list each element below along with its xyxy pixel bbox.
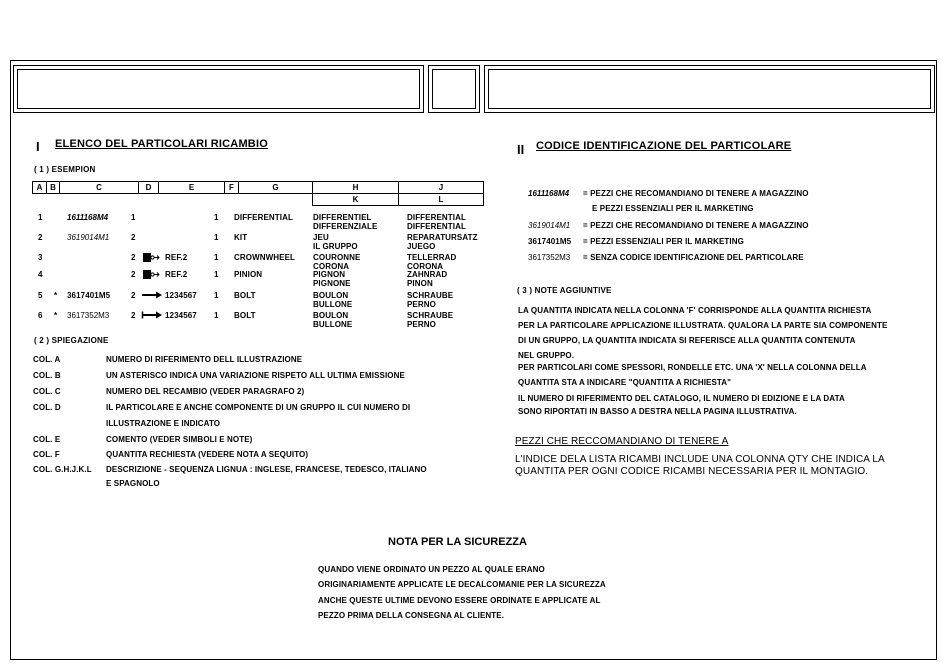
row1-k1: DIFFERENTIEL — [313, 213, 372, 222]
expl-col-d-text1: IL PARTICOLARE E ANCHE COMPONENTE DI UN GRUPPO IL CUI NUMERO DI — [106, 403, 411, 412]
expl-col-d: COL. D — [33, 403, 61, 412]
row6-l1: SCHRAUBE — [407, 311, 454, 320]
col-k-header: K — [313, 194, 399, 206]
code1: 1611168M4 — [528, 189, 570, 198]
row1-k2: DIFFERENZIALE — [313, 222, 378, 231]
col-l-header: L — [399, 194, 484, 206]
row4-k1: PIGNON — [313, 270, 346, 279]
row3-g: CROWNWHEEL — [234, 253, 295, 262]
expl-col-ghjkl: COL. G.H.J.K.L — [33, 465, 92, 474]
expl-col-d-text2: ILLUSTRAZIONE E INDICATO — [106, 419, 221, 428]
note-line-3: DI UN GRUPPO, LA QUANTITA INDICATA SI REFERISCE ALLA QUANTITA CONTENUTA — [518, 336, 856, 345]
row1-a: 1 — [38, 213, 43, 222]
code4-desc: = SENZA CODICE IDENTIFICAZIONE DEL PARTICOLARE — [583, 253, 804, 262]
row2-d: 2 — [131, 233, 136, 242]
section2-title: CODICE IDENTIFICAZIONE DEL PARTICOLARE — [536, 140, 792, 152]
row6-k2: BULLONE — [313, 320, 353, 329]
row5-k1: BOULON — [313, 291, 349, 300]
col-a-header: A — [33, 182, 47, 194]
section1-title: ELENCO DEL PARTICOLARI RICAMBIO — [55, 138, 268, 150]
row1-g: DIFFERENTIAL — [234, 213, 293, 222]
row5-g: BOLT — [234, 291, 256, 300]
note-line-6: QUANTITA STA A INDICARE "QUANTITA A RICHIESTA" — [518, 378, 732, 387]
row6-c: 3617352M3 — [67, 311, 110, 320]
arrow-right-bar-icon — [141, 310, 163, 320]
code2-desc: = PEZZI CHE RECOMANDIANO DI TENERE A MAGAZZINO — [583, 221, 809, 230]
col-d-header: D — [139, 182, 159, 194]
row6-b: * — [54, 311, 58, 320]
col-j-header: J — [399, 182, 484, 194]
row4-f: 1 — [214, 270, 219, 279]
row2-k1: JEU — [313, 233, 329, 242]
note-line-1: LA QUANTITA INDICATA NELLA COLONNA 'F' CORRISPONDE ALLA QUANTITA RICHIESTA — [518, 306, 872, 315]
col-g-header: G — [239, 182, 313, 194]
row6-a: 6 — [38, 311, 43, 320]
expl-col-ghjkl-text1: DESCRIZIONE - SEQUENZA LIGNUA : INGLESE, FRANCESE, TEDESCO, ITALIANO — [106, 465, 427, 474]
row1-d: 1 — [131, 213, 136, 222]
explanation-heading: ( 2 ) SPIEGAZIONE — [34, 336, 109, 345]
recommend-text-1: L'INDICE DELA LISTA RICAMBI INCLUDE UNA COLONNA QTY CHE INDICA LA — [515, 454, 885, 465]
row2-c: 3619014M1 — [67, 233, 110, 242]
parts-table-header — [32, 181, 484, 206]
row4-g: PINION — [234, 270, 263, 279]
col-c-header: C — [60, 182, 139, 194]
row6-l2: PERNO — [407, 320, 436, 329]
row5-b: * — [54, 291, 58, 300]
row4-k2: PIGNONE — [313, 279, 351, 288]
code2: 3619014M1 — [528, 221, 571, 230]
part-ref-icon — [142, 269, 162, 280]
expl-col-b-text: UN ASTERISCO INDICA UNA VARIAZIONE RISPETO ALL ULTIMA EMISSIONE — [106, 371, 405, 380]
row3-l1: TELLERRAD — [407, 253, 457, 262]
row4-e: REF.2 — [165, 270, 188, 279]
row2-a: 2 — [38, 233, 43, 242]
row2-l2: JUEGO — [407, 242, 436, 251]
row5-f: 1 — [214, 291, 219, 300]
row2-g: KIT — [234, 233, 248, 242]
row3-l2: CORONA — [407, 262, 444, 271]
row3-k2: CORONA — [313, 262, 350, 271]
expl-col-f: COL. F — [33, 450, 60, 459]
row6-g: BOLT — [234, 311, 256, 320]
col-h-header: H — [313, 182, 399, 194]
row2-f: 1 — [214, 233, 219, 242]
expl-col-c: COL. C — [33, 387, 61, 396]
row3-k1: COURONNE — [313, 253, 361, 262]
safety-title: NOTA PER LA SICUREZZA — [388, 536, 527, 548]
note-line-4: NEL GRUPPO. — [518, 351, 575, 360]
expl-col-e-text: COMENTO (VEDER SIMBOLI E NOTE) — [106, 435, 253, 444]
row1-f: 1 — [214, 213, 219, 222]
code1-desc2: E PEZZI ESSENZIALI PER IL MARKETING — [592, 204, 754, 213]
row1-l2: DIFFERENTIAL — [407, 222, 466, 231]
expl-col-a-text: NUMERO DI RIFERIMENTO DELL ILLUSTRAZIONE — [106, 355, 303, 364]
row6-d: 2 — [131, 311, 136, 320]
arrow-right-icon — [141, 290, 163, 300]
note-line-7: IL NUMERO DI RIFERIMENTO DEL CATALOGO, IL NUMERO DI EDIZIONE E LA DATA — [518, 394, 845, 403]
row2-k2: IL GRUPPO — [313, 242, 358, 251]
row5-l2: PERNO — [407, 300, 436, 309]
row4-d: 2 — [131, 270, 136, 279]
row5-k2: BULLONE — [313, 300, 353, 309]
expl-col-a: COL. A — [33, 355, 61, 364]
note-line-5: PER PARTICOLARI COME SPESSORI, RONDELLE ETC. UNA 'X' NELLA COLONNA DELLA — [518, 363, 867, 372]
row3-f: 1 — [214, 253, 219, 262]
note-line-8: SONO RIPORTATI IN BASSO A DESTRA NELLA PAGINA ILLUSTRATIVA. — [518, 407, 797, 416]
code1-desc1: = PEZZI CHE RECOMANDIANO DI TENERE A MAGAZZINO — [583, 189, 809, 198]
row6-k1: BOULON — [313, 311, 349, 320]
row5-e: 1234567 — [165, 291, 197, 300]
row5-a: 5 — [38, 291, 43, 300]
row3-a: 3 — [38, 253, 43, 262]
safety-line-1: QUANDO VIENE ORDINATO UN PEZZO AL QUALE ERANO — [318, 565, 545, 574]
row6-e: 1234567 — [165, 311, 197, 320]
example-heading: ( 1 ) ESEMPION — [34, 165, 96, 174]
row1-c: 1611168M4 — [67, 213, 109, 222]
row6-f: 1 — [214, 311, 219, 320]
row1-l1: DIFFERENTIAL — [407, 213, 466, 222]
col-e-header: E — [159, 182, 225, 194]
part-ref-icon — [142, 252, 162, 263]
row3-d: 2 — [131, 253, 136, 262]
row3-e: REF.2 — [165, 253, 188, 262]
notes-heading: ( 3 ) NOTE AGGIUNTIVE — [517, 286, 612, 295]
expl-col-c-text: NUMERO DEL RECAMBIO (VEDER PARAGRAFO 2) — [106, 387, 305, 396]
col-b-header: B — [47, 182, 60, 194]
expl-col-e: COL. E — [33, 435, 61, 444]
row5-d: 2 — [131, 291, 136, 300]
row5-c: 3617401M5 — [67, 291, 111, 300]
expl-col-b: COL. B — [33, 371, 61, 380]
code3: 3617401M5 — [528, 237, 572, 246]
section1-number: I — [36, 139, 40, 154]
safety-line-3: ANCHE QUESTE ULTIME DEVONO ESSERE ORDINATE E APPLICATE AL — [318, 596, 601, 605]
note-line-2: PER LA PARTICOLARE APPLICAZIONE ILLUSTRATA. QUALORA LA PARTE SIA COMPONENTE — [518, 321, 888, 330]
col-f-header: F — [225, 182, 239, 194]
expl-col-ghjkl-text2: E SPAGNOLO — [106, 479, 160, 488]
row5-l1: SCHRAUBE — [407, 291, 454, 300]
recommend-text-2: QUANTITA PER OGNI CODICE RICAMBI NECESSARIA PER IL MONTAGIO. — [515, 466, 869, 477]
row4-l1: ZAHNRAD — [407, 270, 448, 279]
row4-l2: PINON — [407, 279, 433, 288]
recommend-heading: PEZZI CHE RECCOMANDIANO DI TENERE A — [515, 436, 729, 447]
safety-line-4: PEZZO PRIMA DELLA CONSEGNA AL CLIENTE. — [318, 611, 505, 620]
code4: 3617352M3 — [528, 253, 571, 262]
code3-desc: = PEZZI ESSENZIALI PER IL MARKETING — [583, 237, 744, 246]
section2-number: II — [517, 142, 525, 157]
row4-a: 4 — [38, 270, 43, 279]
expl-col-f-text: QUANTITA RECHIESTA (VEDERE NOTA A SEQUITO) — [106, 450, 309, 459]
row2-l1: REPARATURSATZ — [407, 233, 478, 242]
safety-line-2: ORIGINARIAMENTE APPLICATE LE DECALCOMANIE PER LA SICUREZZA — [318, 580, 606, 589]
